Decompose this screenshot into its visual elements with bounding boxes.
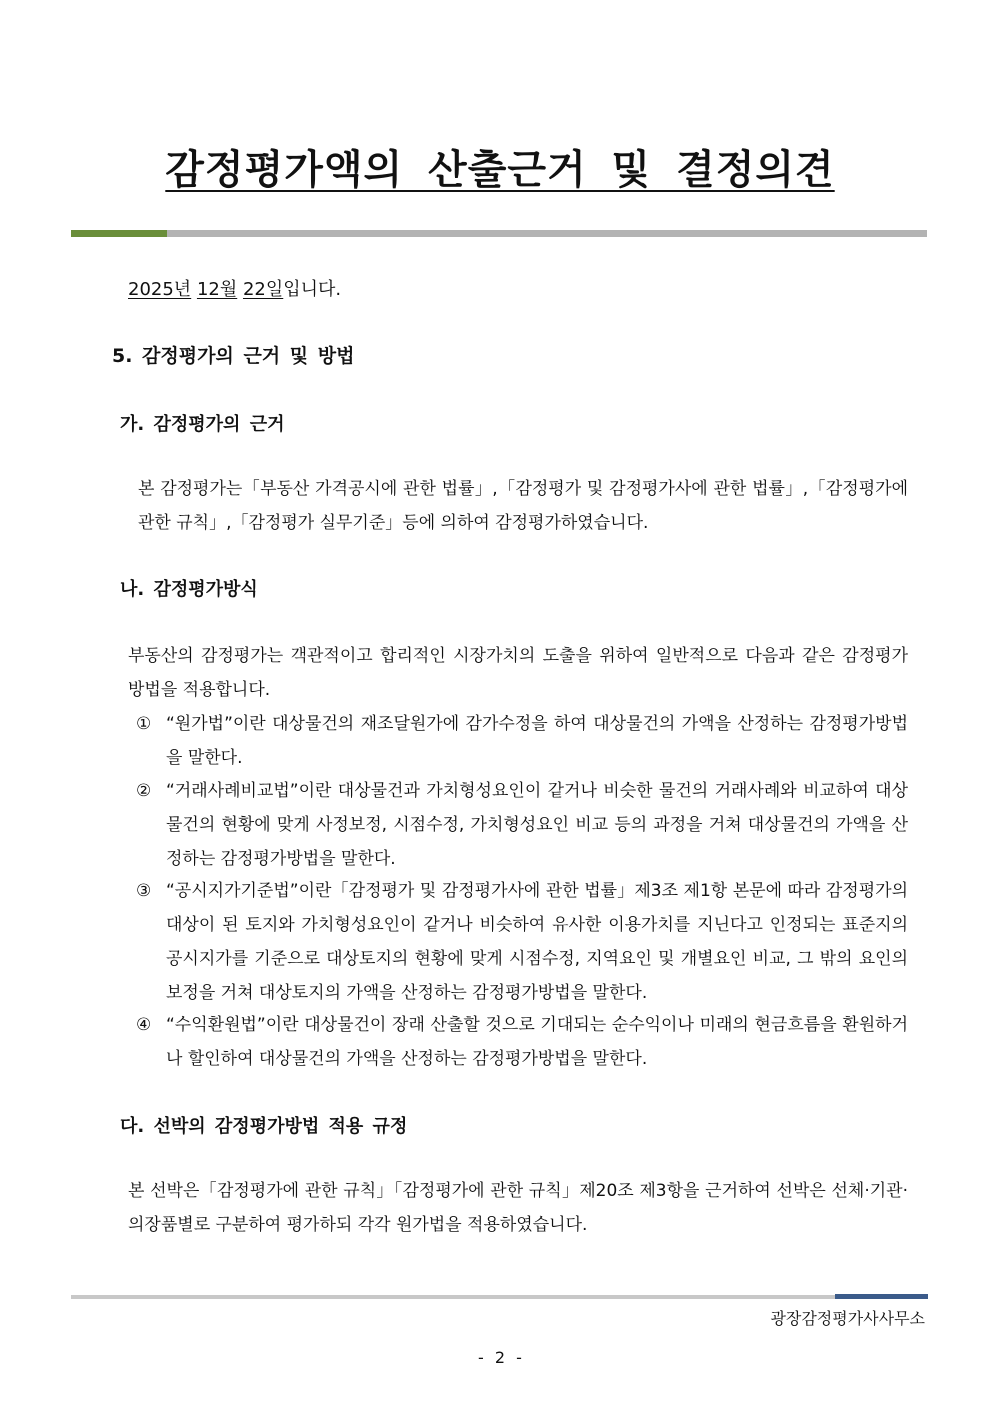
- subsection-na-intro: 부동산의 감정평가는 객관적이고 합리적인 시장가치의 도출을 위하여 일반적으로 다음과 같은 감정평가 방법을 적용합니다.: [128, 646, 908, 700]
- subsection-na-heading: 나. 감정평가방식: [120, 579, 258, 600]
- item-number: ①: [136, 714, 152, 734]
- page-title: 감정평가액의 산출근거 및 결정의견: [165, 147, 835, 193]
- subsection-da-body: 본 선박은「감정평가에 관한 규칙」「감정평가에 관한 규칙」제20조 제3항을 근거하여 선박은 선체·기관·의장품별로 구분하여 평가하되 각각 원가법을 적용하였습니다.: [128, 1181, 908, 1235]
- item-text: “공시지가기준법”이란「감정평가 및 감정평가사에 관한 법률」제3조 제1항 본문에 따라 감정평가의 대상이 된 토지와 가치형성요인이 같거나 비슷하여 유사한 이용가치를 지닌다고 인정되는 표준지의 공시지가를 기준으로 대상토지의 현황에 맞게 시점수정, 지역요인 및 개별요인 비교, 그 밖의 요인의 보정을 거쳐 대상토지의 가액을 산정하는 감정평가방법을 말한다.: [166, 881, 908, 1003]
- page-number: - 2 -: [478, 1348, 522, 1367]
- subsection-da-heading: 다. 선박의 감정평가방법 적용 규정: [120, 1116, 408, 1137]
- date-day: 22일: [242, 279, 284, 300]
- subsection-ga-heading: 가. 감정평가의 근거: [120, 414, 285, 435]
- section-heading: 5. 감정평가의 근거 및 방법: [112, 345, 355, 367]
- list-item: [136, 874, 908, 1010]
- list-item: [136, 774, 908, 876]
- item-number: ②: [136, 781, 152, 801]
- header-accent-bar: [71, 230, 167, 237]
- footer-rule: [71, 1295, 835, 1299]
- item-text: “수익환원법”이란 대상물건이 장래 산출할 것으로 기대되는 순수익이나 미래의 현금흐름을 환원하거나 할인하여 대상물건의 가액을 산정하는 감정평가방법을 말한다.: [166, 1015, 908, 1069]
- office-name: 광장감정평가사사무소: [770, 1309, 925, 1328]
- item-text: “원가법”이란 대상물건의 재조달원가에 감가수정을 하여 대상물건의 가액을 산정하는 감정평가방법을 말한다.: [166, 714, 908, 768]
- item-number: ④: [136, 1015, 152, 1035]
- date-year: 2025년: [128, 279, 192, 300]
- footer-accent-bar: [835, 1294, 928, 1299]
- header-rule: [167, 230, 927, 237]
- subsection-ga-body: 본 감정평가는「부동산 가격공시에 관한 법률」,「감정평가 및 감정평가사에 관한 법률」,「감정평가에 관한 규칙」,「감정평가 실무기준」등에 의하여 감정평가하였습니다.: [138, 479, 908, 533]
- item-number: ③: [136, 881, 152, 901]
- date-suffix: 입니다.: [283, 279, 342, 300]
- item-text: “거래사례비교법”이란 대상물건과 가치형성요인이 같거나 비슷한 물건의 거래사례와 비교하여 대상물건의 현황에 맞게 사정보정, 시점수정, 가치형성요인 비교 등의 과정을 거쳐 대상물건의 가액을 산정하는 감정평가방법을 말한다.: [166, 781, 908, 869]
- date-line: [128, 275, 341, 301]
- list-item: [136, 1008, 908, 1076]
- list-item: [136, 707, 908, 775]
- date-month: 12월: [196, 279, 238, 300]
